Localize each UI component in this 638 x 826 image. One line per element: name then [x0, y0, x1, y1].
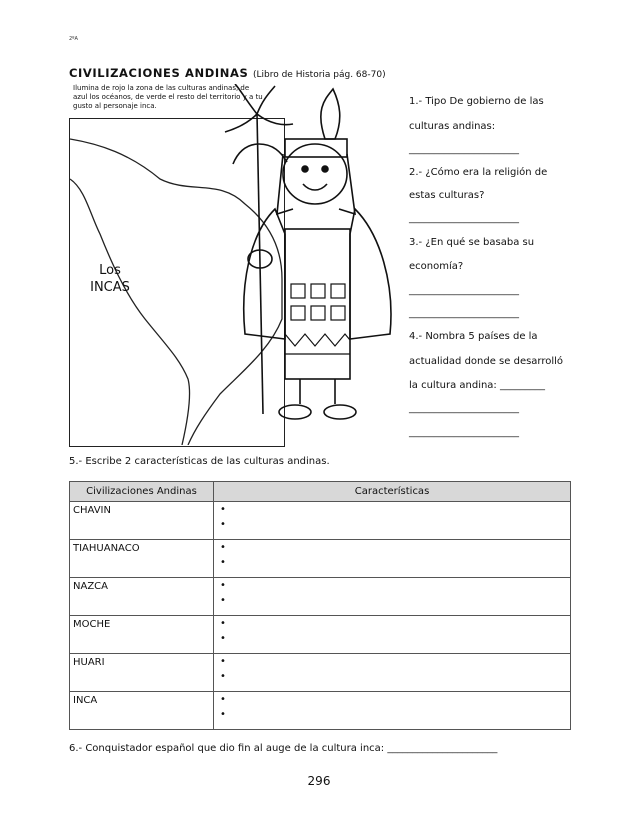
civilization-name: TIAHUANACO	[70, 540, 214, 578]
civilization-name: NAZCA	[70, 578, 214, 616]
question-2-line1: 2.- ¿Cómo era la religión de	[409, 167, 548, 178]
answer-line[interactable]: ______________________	[409, 403, 519, 414]
column-header-civilizations: Civilizaciones Andinas	[70, 482, 214, 502]
answer-line[interactable]: ______________________	[409, 213, 519, 224]
table-row	[70, 692, 571, 730]
civilization-name: MOCHE	[70, 616, 214, 654]
staff	[257, 114, 263, 414]
characteristics-cell[interactable]	[214, 502, 571, 540]
answer-line[interactable]: ______________________	[409, 285, 519, 296]
table-row	[70, 540, 571, 578]
question-4-line1: 4.- Nombra 5 países de la	[409, 331, 538, 342]
question-1-line1: 1.- Tipo De gobierno de las	[409, 96, 544, 107]
inca-character-illustration	[215, 84, 405, 444]
bullet: •	[220, 542, 226, 553]
civilization-name: INCA	[70, 692, 214, 730]
page-number: 296	[307, 774, 331, 788]
bullet: •	[220, 633, 226, 644]
bullet: •	[220, 595, 226, 606]
bullet: •	[220, 694, 226, 705]
class-note: 2ºA	[69, 36, 78, 42]
column-header-characteristics: Características	[214, 482, 571, 502]
table-row	[70, 578, 571, 616]
characteristics-cell[interactable]	[214, 654, 571, 692]
question-3-line2: economía?	[409, 261, 464, 272]
page-title	[69, 66, 386, 80]
table-row	[70, 616, 571, 654]
map-label	[80, 262, 140, 296]
bullet: •	[220, 504, 226, 515]
coastline-west	[70, 179, 190, 445]
question-3-line1: 3.- ¿En qué se basaba su	[409, 237, 535, 248]
civilization-name: CHAVIN	[70, 502, 214, 540]
answer-line[interactable]: ______________________	[409, 427, 519, 438]
civilization-name: HUARI	[70, 654, 214, 692]
bullet: •	[220, 519, 226, 530]
question-4-line2: actualidad donde se desarrolló	[409, 356, 564, 367]
question-4-line3: la cultura andina: _________	[409, 380, 545, 391]
characteristics-table	[69, 481, 571, 730]
table-row	[70, 502, 571, 540]
bullet: •	[220, 580, 226, 591]
instructions-text: Ilumina de rojo la zona de las culturas andinas, de azul los océanos, de verde el resto del territorio y a tu gusto al personaje inca.	[73, 84, 263, 110]
table-header-row	[70, 482, 571, 502]
table-row	[70, 654, 571, 692]
bullet: •	[220, 671, 226, 682]
bullet: •	[220, 656, 226, 667]
answer-line[interactable]: ______________________	[409, 308, 519, 319]
bullet: •	[220, 557, 226, 568]
bullet: •	[220, 709, 226, 720]
characteristics-cell[interactable]	[214, 616, 571, 654]
characteristics-cell[interactable]	[214, 692, 571, 730]
title-reference: (Libro de Historia pág. 68-70)	[252, 70, 386, 80]
bullet: •	[220, 618, 226, 629]
characteristics-cell[interactable]	[214, 540, 571, 578]
characteristics-cell[interactable]	[214, 578, 571, 616]
map-label-line1: Los	[99, 263, 121, 278]
question-2-line2: estas culturas?	[409, 190, 485, 201]
map-label-line2: INCAS	[90, 280, 130, 295]
answer-line[interactable]: ______________________	[409, 144, 519, 155]
question-1-line2: culturas andinas:	[409, 121, 496, 132]
question-6: 6.- Conquistador español que dio fin al auge de la cultura inca: ______________________	[69, 743, 498, 754]
title-text: CIVILIZACIONES ANDINAS	[69, 66, 249, 80]
question-5: 5.- Escribe 2 características de las culturas andinas.	[69, 456, 330, 467]
